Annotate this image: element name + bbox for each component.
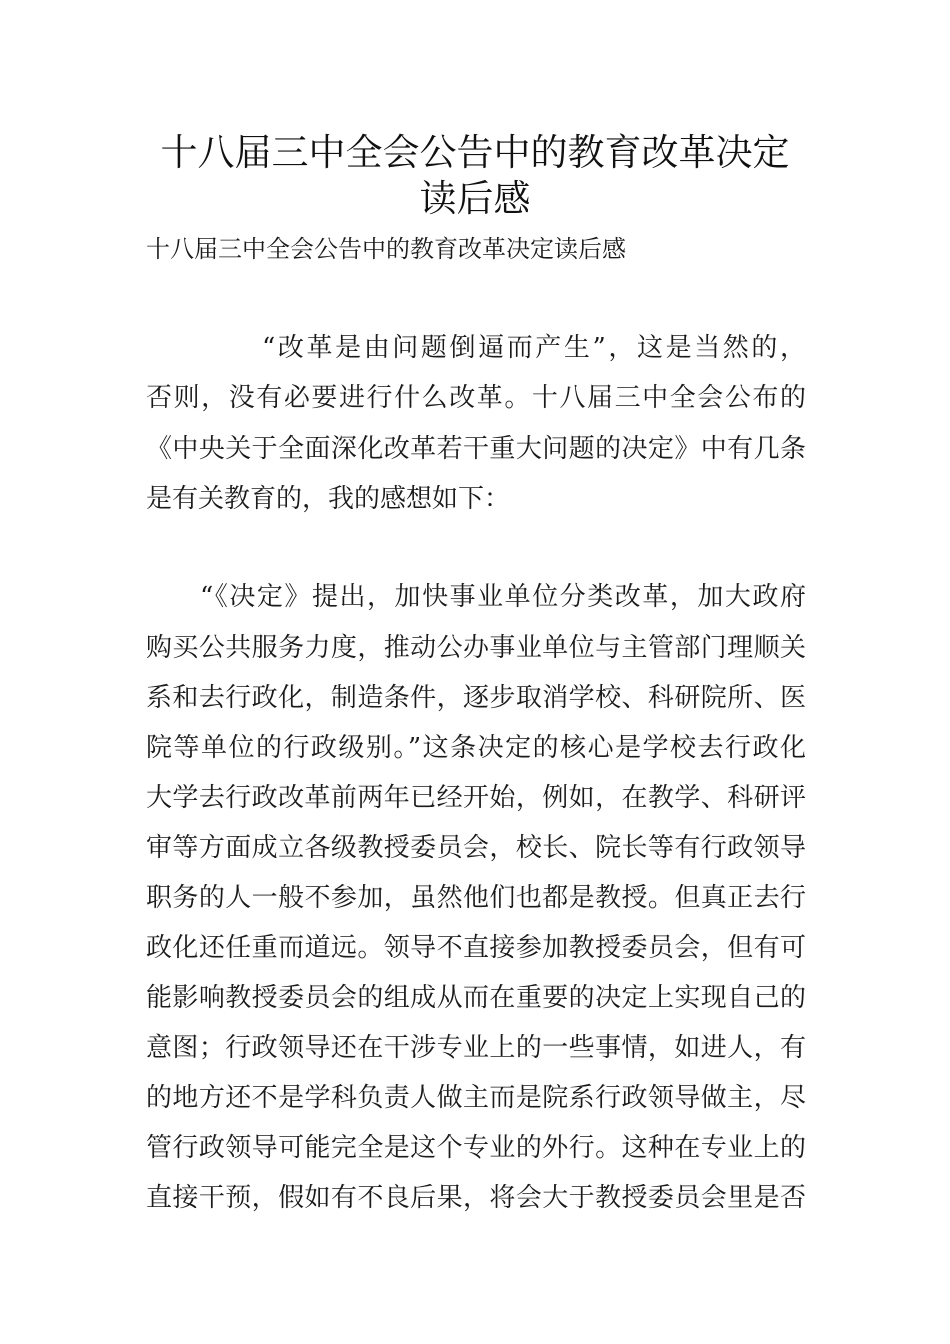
paragraph-line: 否则，没有必要进行什么改革。十八届三中全会公布的 bbox=[146, 383, 806, 413]
document-subtitle: 十八届三中全会公告中的教育改革决定读后感 bbox=[146, 235, 626, 263]
paragraph-line: 购买公共服务力度，推动公办事业单位与主管部门理顺关 bbox=[146, 633, 806, 663]
paragraph-line: 管行政领导可能完全是这个专业的外行。这种在专业上的 bbox=[146, 1133, 806, 1163]
paragraph-line: 审等方面成立各级教授委员会，校长、院长等有行政领导 bbox=[146, 833, 806, 863]
paragraph-line: 大学去行政改革前两年已经开始，例如，在教学、科研评 bbox=[146, 783, 806, 813]
paragraph-line: 是有关教育的，我的感想如下： bbox=[146, 484, 511, 514]
paragraph-line: “改革是由问题倒逼而产生”，这是当然的， bbox=[262, 333, 806, 363]
document-title-line-1: 十八届三中全会公告中的教育改革决定 bbox=[160, 131, 790, 174]
paragraph-line: 能影响教授委员会的组成从而在重要的决定上实现自己的 bbox=[146, 983, 806, 1013]
paragraph-line: 政化还任重而道远。领导不直接参加教授委员会，但有可 bbox=[146, 933, 806, 963]
paragraph-line: 系和去行政化，制造条件，逐步取消学校、科研院所、医 bbox=[146, 683, 806, 713]
document-title-line-2: 读后感 bbox=[419, 177, 531, 220]
paragraph-line: 直接干预，假如有不良后果，将会大于教授委员会里是否 bbox=[146, 1183, 806, 1213]
paragraph-line: “《决定》提出，加快事业单位分类改革，加大政府 bbox=[200, 582, 806, 612]
paragraph-line: 《中央关于全面深化改革若干重大问题的决定》中有几条 bbox=[146, 434, 806, 464]
paragraph-line: 院等单位的行政级别。”这条决定的核心是学校去行政化 bbox=[146, 733, 806, 763]
paragraph-line: 职务的人一般不参加，虽然他们也都是教授。但真正去行 bbox=[146, 883, 806, 913]
paragraph-line: 的地方还不是学科负责人做主而是院系行政领导做主，尽 bbox=[146, 1083, 806, 1113]
paragraph-line: 意图；行政领导还在干涉专业上的一些事情，如进人，有 bbox=[146, 1033, 806, 1063]
